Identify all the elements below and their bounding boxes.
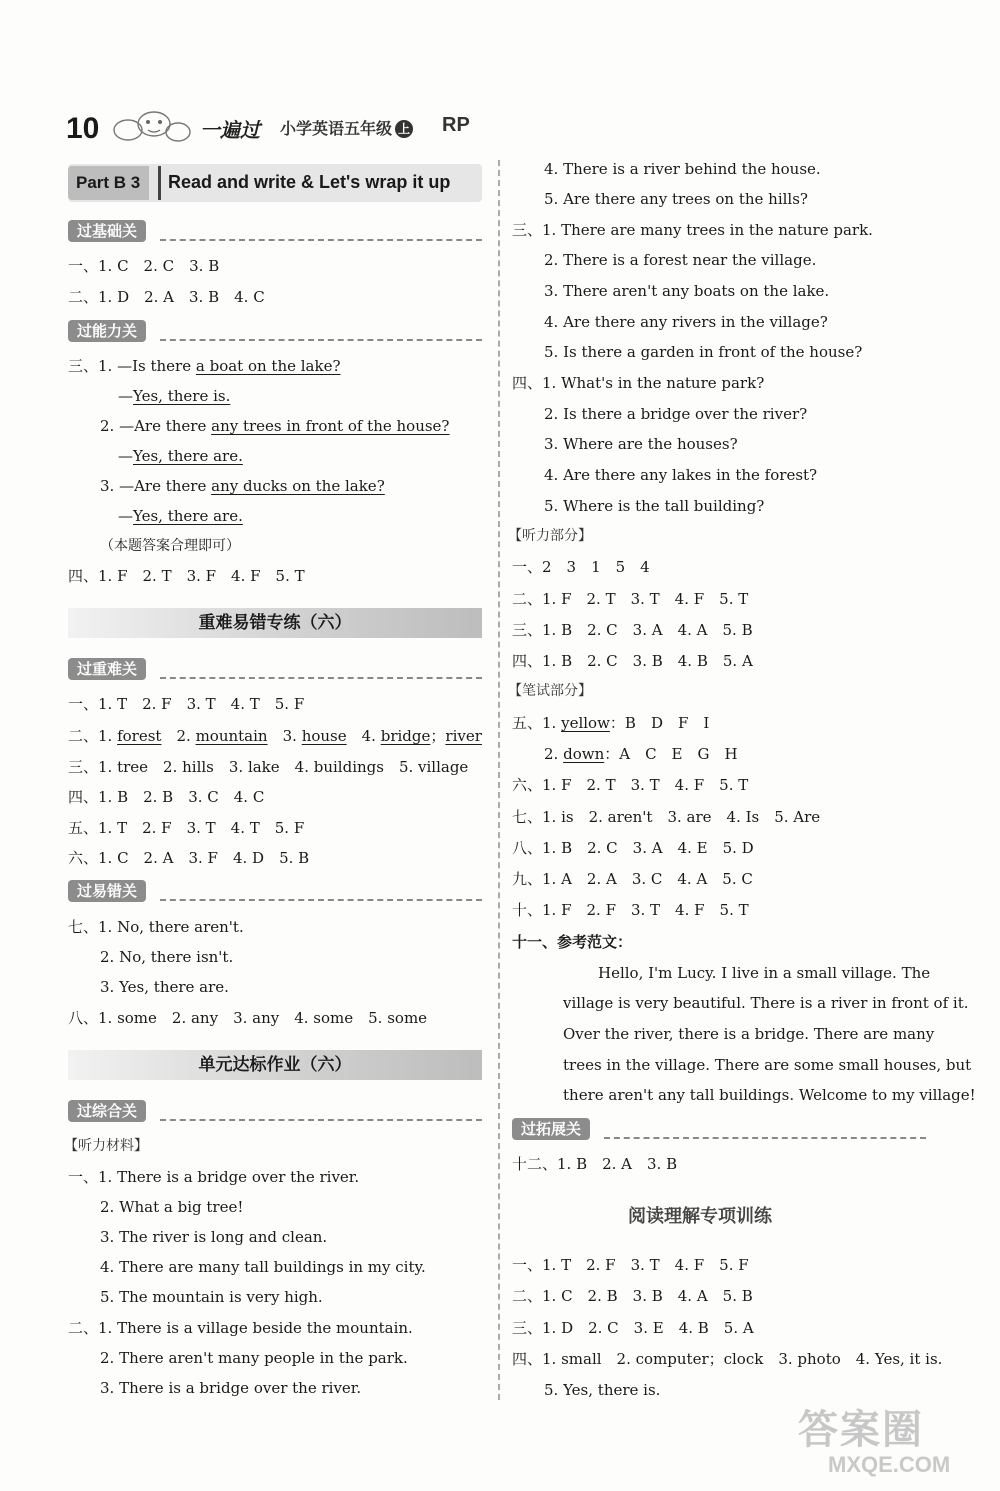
answer-line: 二、1. C 2. B 3. B 4. A 5. B [512, 1287, 753, 1305]
material-line: 3. There is a bridge over the river. [100, 1379, 362, 1397]
filled-answer: any ducks on the lake? [211, 477, 385, 495]
answer-line: 六、1. F 2. T 3. T 4. F 5. T [512, 776, 749, 794]
answer-line: 九、1. A 2. A 3. C 4. A 5. C [512, 870, 753, 888]
answer-line [100, 416, 449, 436]
answer-line: 二、1. F 2. T 3. T 4. F 5. T [512, 590, 749, 608]
answer-line: 七、1. No, there aren't. [68, 918, 244, 936]
answer-line: 一、1. T 2. F 3. T 4. F 5. F [512, 1256, 749, 1274]
answer-line: 三、1. B 2. C 3. A 4. A 5. B [512, 621, 753, 639]
watermark-logo: 答案圈 [798, 1407, 924, 1453]
brand-name: 一遍过 [200, 118, 260, 142]
answer-line [118, 506, 243, 526]
pass-comp-label: 过综合关 [68, 1100, 146, 1122]
material-line: 5. Where is the tall building? [544, 497, 765, 515]
answer-line [544, 744, 738, 764]
material-line: 2. There aren't many people in the park. [100, 1349, 408, 1367]
filled-answer: Yes, there are. [133, 507, 243, 525]
dash: — [118, 387, 133, 405]
filled-answer: mountain [195, 727, 268, 745]
book-subject: 小学英语五年级 [280, 119, 393, 138]
material-line: 4. There is a river behind the house. [544, 160, 821, 178]
essay-heading: 十一、参考范文： [512, 933, 633, 951]
pass-divider [160, 339, 482, 341]
item-prefix: 五、1. [512, 714, 557, 732]
listening-part-label: 【听力部分】 [508, 528, 592, 544]
answer-rest: ：A C E G H [604, 745, 738, 763]
filled-answer: any trees in front of the house? [211, 417, 450, 435]
filled-answer: river [445, 727, 482, 745]
answer-line: 一、1. T 2. F 3. T 4. T 5. F [68, 695, 305, 713]
material-line: 4. There are many tall buildings in my city. [100, 1258, 426, 1276]
answer-line: 四、1. F 2. T 3. F 4. F 5. T [68, 567, 305, 585]
written-part-label: 【笔试部分】 [508, 683, 592, 699]
answer-line [68, 726, 482, 746]
answer-line [100, 476, 385, 496]
answer-line: 5. Yes, there is. [544, 1381, 661, 1399]
answer-line: 一、2 3 1 5 4 [512, 558, 650, 576]
filled-answer: a boat on the lake? [195, 357, 341, 375]
item-prefix: 3. —Are there [100, 477, 207, 495]
essay-line: village is very beautiful. There is a river in front of it. [563, 994, 969, 1012]
material-line: 4. Are there any rivers in the village? [544, 313, 828, 331]
material-line: 三、1. There are many trees in the nature park. [512, 221, 873, 239]
pass-ext-label: 过拓展关 [512, 1118, 590, 1140]
book-title [280, 116, 416, 139]
item-number: 3. [282, 727, 297, 745]
answer-line [68, 356, 341, 376]
separator: ； [430, 727, 446, 745]
answer-line: 五、1. T 2. F 3. T 4. T 5. F [68, 819, 305, 837]
part-bracket [152, 166, 161, 200]
answer-note: （本题答案合理即可） [100, 538, 240, 554]
material-line: 3. The river is long and clean. [100, 1228, 328, 1246]
essay-line: there aren't any tall buildings. Welcome to my village! [563, 1086, 976, 1104]
answer-line: 四、1. small 2. computer；clock 3. photo 4. Yes, it is. [512, 1350, 943, 1368]
essay-line: Over the river, there is a bridge. There are many [563, 1025, 935, 1043]
material-line: 二、1. There is a village beside the mountain. [68, 1319, 413, 1337]
filled-answer: down [563, 745, 605, 763]
answer-line: 三、1. D 2. C 3. E 4. B 5. A [512, 1319, 754, 1337]
filled-answer: yellow [561, 714, 610, 732]
material-line: 5. Are there any trees on the hills? [544, 190, 808, 208]
column-divider [498, 160, 500, 1400]
dash: — [118, 447, 133, 465]
material-line: 5. Is there a garden in front of the house? [544, 343, 863, 361]
answer-line: 二、1. D 2. A 3. B 4. C [68, 288, 265, 306]
answer-line: 3. Yes, there are. [100, 978, 229, 996]
pass-basic-label: 过基础关 [68, 220, 146, 242]
pass-divider [604, 1137, 926, 1139]
filled-answer: house [301, 727, 347, 745]
pass-divider [160, 239, 482, 241]
answer-line: 七、1. is 2. aren't 3. are 4. Is 5. Are [512, 808, 821, 826]
item-prefix: 二、1. [68, 727, 113, 745]
answer-line: 三、1. tree 2. hills 3. lake 4. buildings 5. village [68, 758, 469, 776]
item-number: 4. [361, 727, 376, 745]
watermark-url: MXQE.COM [828, 1452, 951, 1477]
answer-line: 十、1. F 2. F 3. T 4. F 5. T [512, 901, 749, 919]
answer-line: 2. No, there isn't. [100, 948, 234, 966]
dash: — [118, 507, 133, 525]
pass-ability-label: 过能力关 [68, 320, 146, 342]
answer-rest: ：B D F I [609, 714, 710, 732]
pass-error-label: 过易错关 [68, 880, 146, 902]
material-line: 4. Are there any lakes in the forest? [544, 466, 818, 484]
answer-line: 四、1. B 2. B 3. C 4. C [68, 788, 265, 806]
material-line: 3. Where are the houses? [544, 435, 738, 453]
material-line: 2. Is there a bridge over the river? [544, 405, 808, 423]
answer-line: 八、1. some 2. any 3. any 4. some 5. some [68, 1009, 428, 1027]
filled-answer: Yes, there is. [133, 387, 231, 405]
material-line: 5. The mountain is very high. [100, 1288, 323, 1306]
pass-key-label: 过重难关 [68, 658, 146, 680]
material-line: 2. What a big tree! [100, 1198, 244, 1216]
essay-line: Hello, I'm Lucy. I live in a small village. The [598, 964, 931, 982]
material-line: 四、1. What's in the nature park? [512, 374, 765, 392]
filled-answer: forest [117, 727, 162, 745]
section-title: 重难易错专练（六） [198, 613, 352, 633]
grade-badge: 上 [395, 120, 413, 138]
part-title: Read and write & Let's wrap it up [168, 172, 451, 192]
mascot-logo-icon [108, 104, 196, 148]
pass-divider [160, 677, 482, 679]
edition-label: RP [442, 114, 470, 136]
material-line: 3. There aren't any boats on the lake. [544, 282, 830, 300]
answer-line: 一、1. C 2. C 3. B [68, 257, 220, 275]
item-number: 2. [176, 727, 191, 745]
answer-line [512, 713, 709, 733]
essay-line: trees in the village. There are some small houses, but [563, 1056, 972, 1074]
answer-line: 四、1. B 2. C 3. B 4. B 5. A [512, 652, 753, 670]
listening-material-label: 【听力材料】 [64, 1138, 148, 1154]
material-line: 一、1. There is a bridge over the river. [68, 1168, 360, 1186]
item-prefix: 2. —Are there [100, 417, 207, 435]
pass-divider [160, 1119, 482, 1121]
material-line: 2. There is a forest near the village. [544, 251, 817, 269]
filled-answer: Yes, there are. [133, 447, 243, 465]
item-prefix: 三、1. —Is there [68, 357, 192, 375]
answer-line: 八、1. B 2. C 3. A 4. E 5. D [512, 839, 754, 857]
part-tag: Part B 3 [68, 166, 149, 200]
item-prefix: 2. [544, 745, 559, 763]
filled-answer: bridge [380, 727, 431, 745]
answer-line [118, 446, 243, 466]
answer-line: 十二、1. B 2. A 3. B [512, 1155, 678, 1173]
pass-divider [160, 899, 482, 901]
answer-line: 六、1. C 2. A 3. F 4. D 5. B [68, 849, 310, 867]
section-title: 单元达标作业（六） [198, 1055, 352, 1075]
page-number: 10 [66, 112, 100, 145]
reading-title: 阅读理解专项训练 [628, 1206, 772, 1227]
answer-line [118, 386, 230, 406]
